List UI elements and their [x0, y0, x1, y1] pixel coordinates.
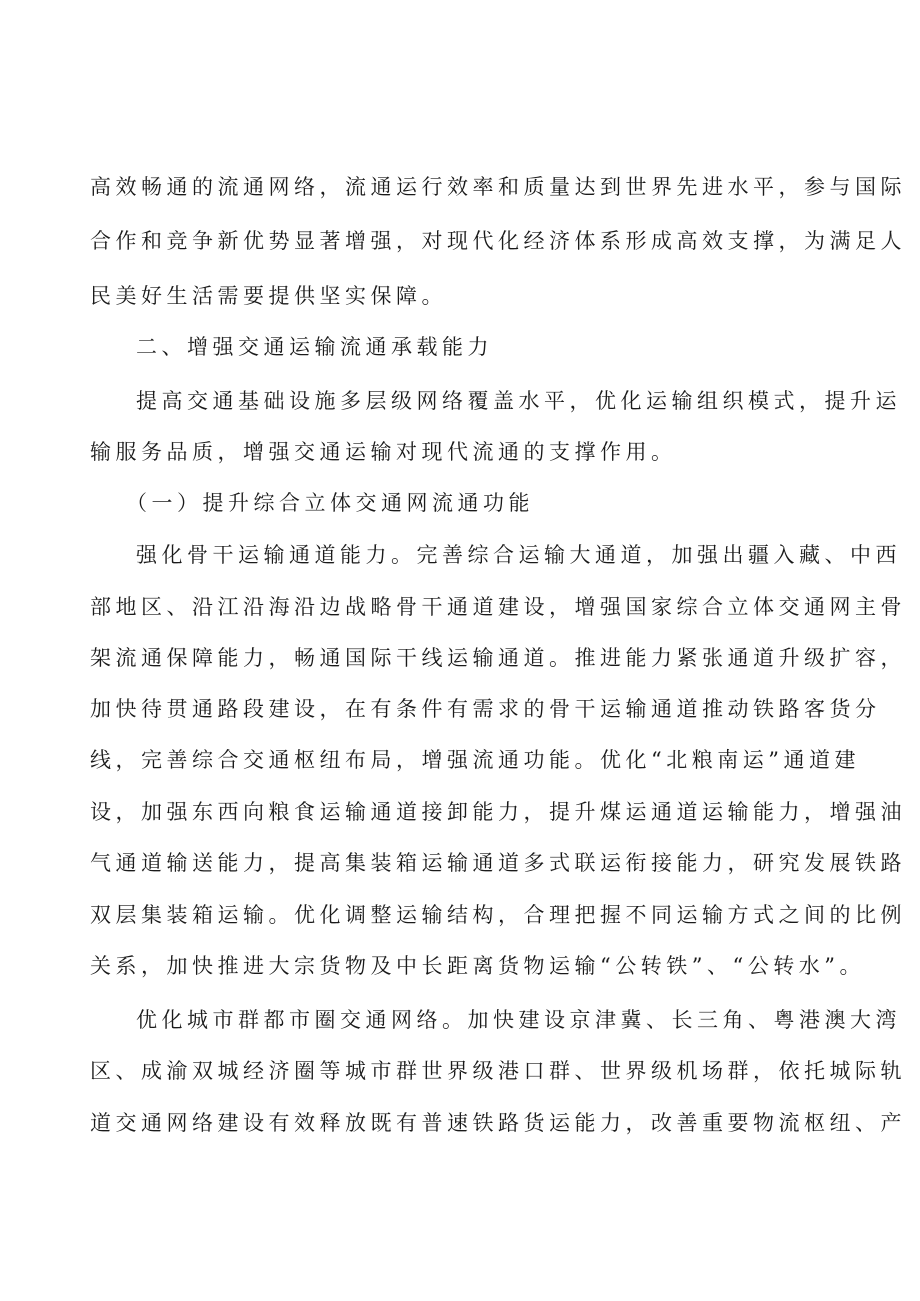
body-text-line: 输服务品质，增强交通运输对现代流通的支撑作用。 [90, 440, 677, 464]
body-text-line: 提高交通基础设施多层级网络覆盖水平，优化运输组织模式，提升运 [136, 389, 901, 413]
body-text-line: 加快待贯通路段建设，在有条件有需求的骨干运输通道推动铁路客货分 [90, 697, 881, 721]
body-text-line: 合作和竞争新优势显著增强，对现代化经济体系形成高效支撑，为满足人 [90, 229, 906, 253]
body-text-line: 部地区、沿江沿海沿边战略骨干通道建设，增强国家综合立体交通网主骨 [90, 595, 906, 619]
body-text-line: 民美好生活需要提供坚实保障。 [90, 284, 447, 308]
body-text-line: 线，完善综合交通枢纽布局，增强流通功能。优化“北粮南运”通道建 [90, 748, 860, 772]
subsection-heading: （一）提升综合立体交通网流通功能 [126, 491, 534, 515]
body-text-line: 架流通保障能力，畅通国际干线运输通道。推进能力紧张通道升级扩容， [90, 646, 906, 670]
body-text-line: 强化骨干运输通道能力。完善综合运输大通道，加强出疆入藏、中西 [136, 543, 901, 567]
body-text-line: 道交通网络建设有效释放既有普速铁路货运能力，改善重要物流枢纽、产 [90, 1111, 906, 1135]
body-text-line: 关系，加快推进大宗货物及中长距离货物运输“公转铁”、“公转水”。 [90, 954, 865, 978]
body-text-line: 区、成渝双城经济圈等城市群世界级港口群、世界级机场群，依托城际轨 [90, 1059, 906, 1083]
body-text-line: 设，加强东西向粮食运输通道接卸能力，提升煤运通道运输能力，增强油 [90, 800, 906, 824]
body-text-line: 高效畅通的流通网络，流通运行效率和质量达到世界先进水平，参与国际 [90, 175, 906, 199]
section-heading: 二、增强交通运输流通承载能力 [136, 335, 493, 359]
body-text-line: 优化城市群都市圈交通网络。加快建设京津冀、长三角、粤港澳大湾 [136, 1008, 901, 1032]
body-text-line: 气通道输送能力，提高集装箱运输通道多式联运衔接能力，研究发展铁路 [90, 851, 906, 875]
body-text-line: 双层集装箱运输。优化调整运输结构，合理把握不同运输方式之间的比例 [90, 903, 906, 927]
